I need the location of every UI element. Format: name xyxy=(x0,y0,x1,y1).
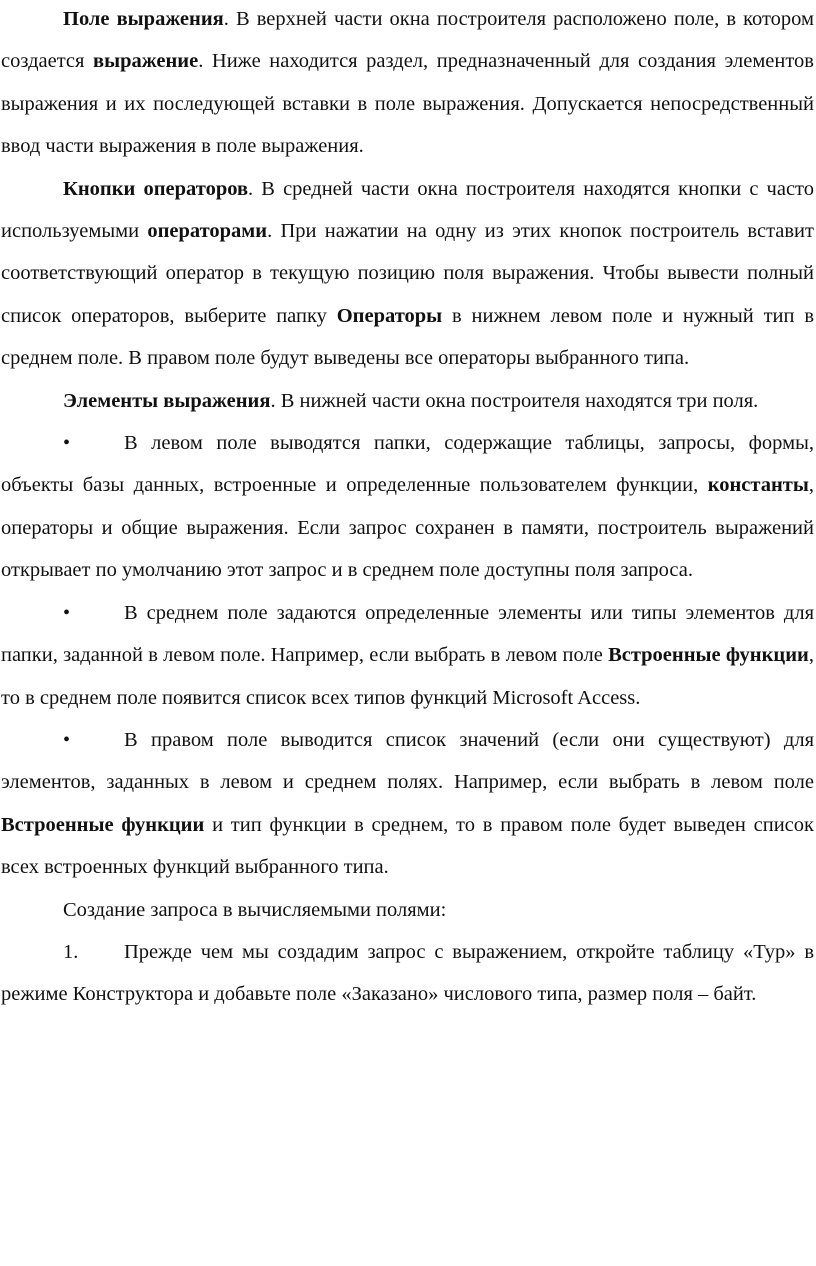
bullet-right-field xyxy=(1,719,814,889)
bullet-text: В среднем поле задаются определенные элементы или типы элементов для папки, заданной в левом поле. Например, если выбрать в левом поле xyxy=(1,601,814,667)
paragraph-text: . В средней части окна построителя находятся кнопки с часто используемыми xyxy=(1,177,814,243)
paragraph-operator-buttons xyxy=(1,168,814,380)
step-1 xyxy=(1,931,814,1016)
paragraph-text: . Ниже находится раздел, предназначенный для создания элементов выражения и их последующей вставки в поле выражения. Допускается непосредственный ввод части выражения в поле выражения. xyxy=(1,50,814,158)
paragraph-expression-field xyxy=(1,0,814,168)
paragraph-text: . В нижней части окна построителя находятся три поля. xyxy=(270,389,759,412)
bullet-text: В правом поле выводится список значений (если они существуют) для элементов, заданных в левом и среднем полях. Например, если выбрать в левом поле xyxy=(1,728,814,794)
paragraph-text: . В верхней части окна построителя расположено поле, в котором создается xyxy=(1,8,814,73)
bullet-text: и тип функции в среднем, то в правом поле будет выведен список всех встроенных функций выбранного типа. xyxy=(1,813,814,879)
term-builtin-functions: Встроенные функции xyxy=(1,813,205,836)
paragraph-text: . При нажатии на одну из этих кнопок построитель вставит соответствующий оператор в текущую позицию поля выражения. Чтобы вывести полный список операторов, выберите папку xyxy=(1,220,814,327)
bullet-icon: • xyxy=(63,601,71,624)
term-expression-elements: Элементы выражения xyxy=(63,389,271,412)
bullet-icon: • xyxy=(63,432,71,455)
paragraph-expression-elements xyxy=(1,380,814,422)
term-operator-buttons: Кнопки операторов xyxy=(63,177,249,200)
bullet-icon: • xyxy=(63,728,71,751)
term-expression: выражение xyxy=(93,50,199,73)
bullet-text: В левом поле выводятся папки, содержащие таблицы, запросы, формы, объекты базы данных, встроенные и определенные пользователем функции, xyxy=(1,432,814,497)
term-operators-folder: Операторы xyxy=(336,304,443,327)
paragraph-text: в нижнем левом поле и нужный тип в среднем поле. В правом поле будут выведены все операторы выбранного типа. xyxy=(1,304,814,370)
section-heading: Создание запроса в вычисляемыми полями: xyxy=(63,898,447,921)
bullet-left-field xyxy=(1,422,814,592)
term-builtin-functions: Встроенные функции xyxy=(608,644,809,667)
bullet-middle-field xyxy=(1,592,814,719)
bullet-text: , то в среднем поле появится список всех типов функций Microsoft Access. xyxy=(1,644,814,709)
term-constants: константы xyxy=(707,474,809,497)
step-text: Прежде чем мы создадим запрос с выражением, откройте таблицу «Тур» в режиме Конструктора и добавьте поле «Заказано» числового типа, размер поля – байт. xyxy=(1,940,814,1006)
step-number: 1. xyxy=(63,940,79,963)
bullet-text: , операторы и общие выражения. Если запрос сохранен в памяти, построитель выражений открывает по умолчанию этот запрос и в среднем поле доступны поля запроса. xyxy=(1,474,814,582)
term-expression-field: Поле выражения xyxy=(63,8,224,30)
term-operators: операторами xyxy=(147,220,268,243)
